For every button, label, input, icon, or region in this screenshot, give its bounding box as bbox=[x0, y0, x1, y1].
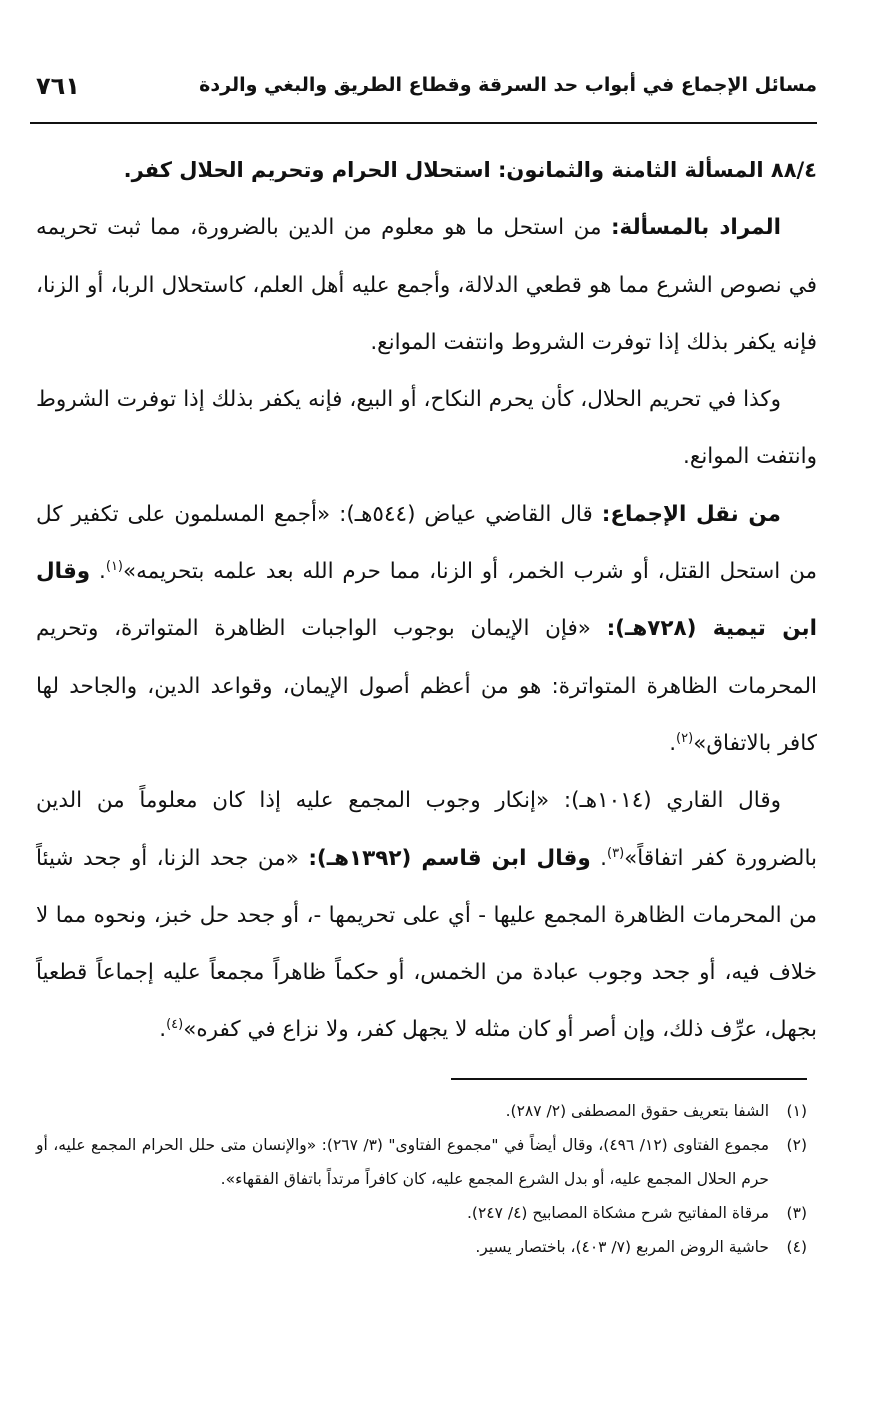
issue-heading: ٨٨/٤ المسألة الثامنة والثمانون: استحلال الحرام وتحريم الحلال كفر. bbox=[123, 158, 817, 182]
running-title: مسائل الإجماع في أبواب حد السرقة وقطاع الطريق والبغي والردة bbox=[199, 74, 817, 96]
ibn-qasim-quote: «من جحد الزنا، أو جحد شيئاً من المحرمات الظاهرة المجمع عليها - أي على تحريمها -، أو جحد حل خبز، ونحوه مما لا خلاف فيه، أو جحد وجوب عبادة من الخمس، أو حكماً ظاهراً مجمعاً عليه إجماعاً قطعياً بجهل، عرِّف ذلك، وإن أصر أو كان مثله لا يجهل كفر، ولا نزاع في كفره» bbox=[36, 845, 817, 1043]
footnote-ref-3[interactable]: (٣) bbox=[607, 845, 625, 861]
footnotes bbox=[36, 1094, 807, 1264]
footnote-item bbox=[36, 1230, 807, 1264]
page-number: ٧٦١ bbox=[36, 72, 80, 100]
footnote-text: الشفا بتعريف حقوق المصطفى (٢/ ٢٨٧). bbox=[505, 1102, 769, 1120]
footnote-ref-2[interactable]: (٢) bbox=[676, 730, 694, 746]
paragraph-qari-ibn-qasim bbox=[36, 772, 817, 1058]
ibn-taymiyya-quote: «فإن الإيمان بوجوب الواجبات الظاهرة المتواترة، وتحريم المحرمات الظاهرة المتواترة: هو من أعظم أصول الإيمان، وقواعد الدين، والجاحد لها كافر بالاتفاق» bbox=[36, 616, 817, 756]
meaning-label: المراد بالمسألة: bbox=[610, 215, 781, 241]
footnote-ref-4[interactable]: (٤) bbox=[166, 1017, 184, 1033]
main-text bbox=[36, 142, 817, 1059]
footnote-number: (٢) bbox=[786, 1136, 807, 1154]
page-header bbox=[30, 66, 817, 124]
footnote-ref-1[interactable]: (١) bbox=[105, 558, 123, 574]
footnote-item bbox=[36, 1196, 807, 1230]
footnote-divider bbox=[451, 1078, 807, 1080]
paragraph-consensus-transmission bbox=[36, 486, 817, 772]
footnote-text: حاشية الروض المربع (٧/ ٤٠٣)، باختصار يسير. bbox=[475, 1238, 769, 1256]
iyad-quote: قال القاضي عياض (٥٤٤هـ): «أجمع المسلمون على تكفير كل من استحل القتل، أو شرب الخمر، أو الزنا، مما حرم الله بعد علمه بتحريمه» bbox=[36, 501, 817, 585]
separator-text: . bbox=[90, 559, 106, 585]
end-punct: . bbox=[159, 1017, 167, 1043]
footnote-item bbox=[36, 1094, 807, 1128]
qari-quote: وقال القاري (١٠١٤هـ): «إنكار وجوب المجمع عليه إذا كان معلوماً من الدين بالضرورة كفر اتفاقاً» bbox=[36, 788, 817, 871]
footnote-number: (٤) bbox=[786, 1238, 807, 1256]
end-punct: . bbox=[669, 730, 677, 756]
ibn-taymiyya-intro: وقال ابن تيمية (٧٢٨هـ): bbox=[36, 559, 817, 642]
footnote-item bbox=[36, 1128, 807, 1196]
prohibiting-halal-text: وكذا في تحريم الحلال، كأن يحرم النكاح، أو البيع، فإنه يكفر بذلك إذا توفرت الشروط وانتفت الموانع. bbox=[36, 387, 817, 470]
paragraph-prohibiting-halal bbox=[36, 371, 817, 486]
footnote-text: مجموع الفتاوى (١٢/ ٤٩٦)، وقال أيضاً في "مجموع الفتاوى" (٣/ ٢٦٧): «والإنسان متى حلل الحرام المجمع عليه، أو حرم الحلال المجمع عليه، أو بدل الشرع المجمع عليه، كان كافراً مرتداً باتفاق الفقهاء». bbox=[36, 1136, 769, 1188]
ibn-qasim-intro: وقال ابن قاسم (١٣٩٢هـ): bbox=[308, 845, 591, 871]
consensus-label: من نقل الإجماع: bbox=[601, 501, 781, 527]
paragraph-meaning bbox=[36, 199, 817, 371]
footnote-text: مرقاة المفاتيح شرح مشكاة المصابيح (٤/ ٢٤٧). bbox=[466, 1204, 769, 1222]
meaning-text: من استحل ما هو معلوم من الدين بالضرورة، مما ثبت تحريمه في نصوص الشرع مما هو قطعي الدلالة، وأجمع عليه أهل العلم، كاستحلال الربا، أو الزنا، فإنه يكفر بذلك إذا توفرت الشروط وانتفت الموانع. bbox=[36, 215, 817, 355]
footnote-number: (٣) bbox=[786, 1204, 807, 1222]
footnote-number: (١) bbox=[786, 1102, 807, 1120]
separator-text: . bbox=[590, 845, 608, 871]
